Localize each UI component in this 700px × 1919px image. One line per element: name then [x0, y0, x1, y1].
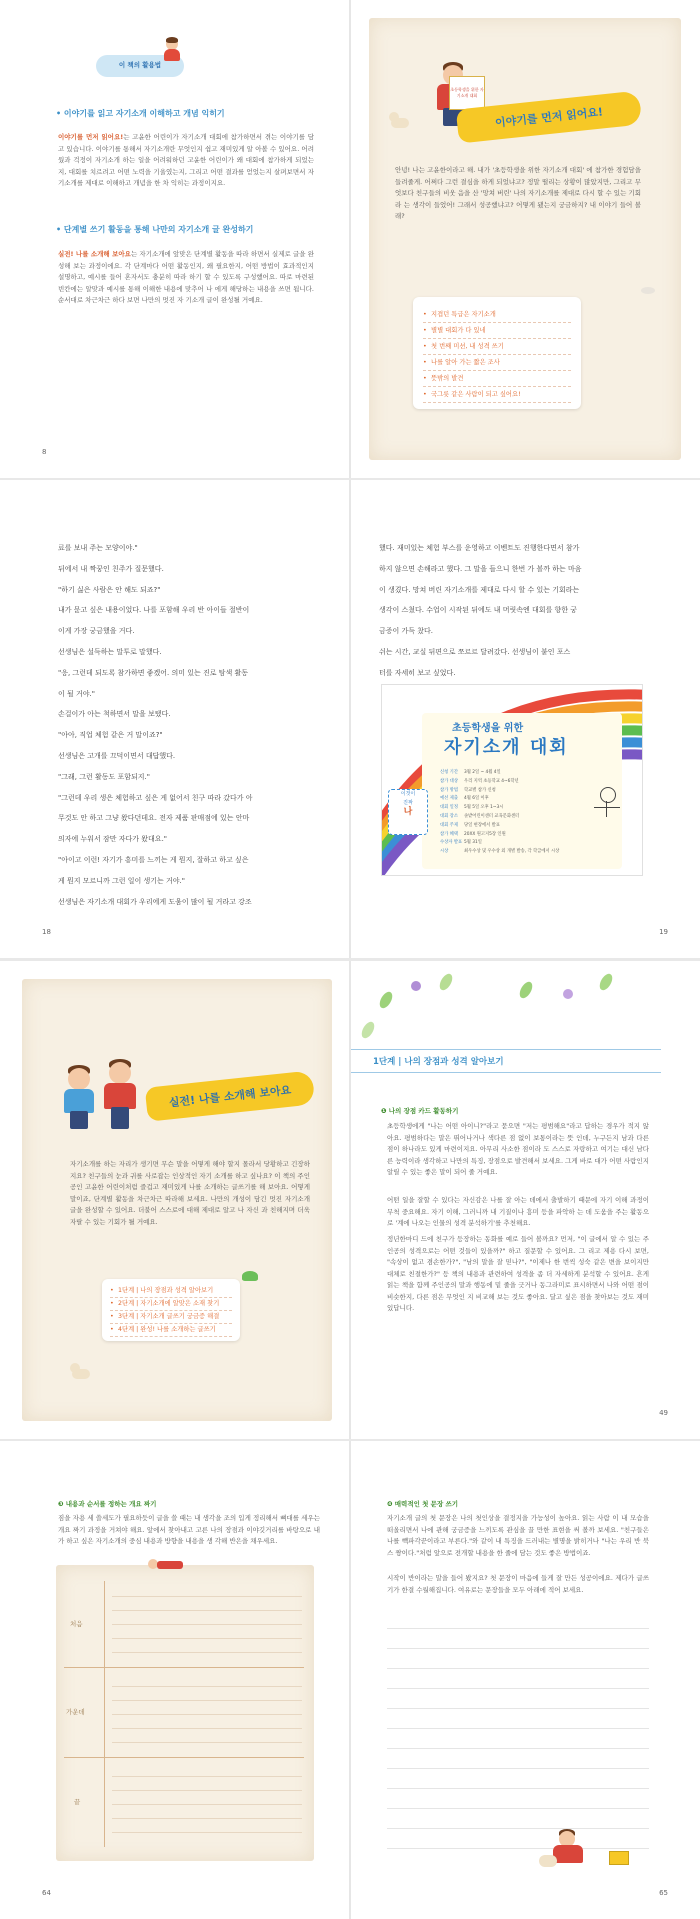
poster-row-label: 대회 장소 [440, 813, 458, 819]
spread-4 [0, 1441, 700, 1919]
poster-row-label: 예선 제출 [440, 796, 458, 802]
story-line: 생각이 스쳤다. 수업이 시작된 뒤에도 내 머릿속엔 대회를 향한 궁 [379, 606, 578, 615]
poster-row [440, 839, 590, 848]
page-number: 49 [659, 1409, 668, 1417]
page-48 [0, 961, 349, 1439]
outline-row-line [64, 1757, 304, 1758]
story-banner: 이야기를 먼저 읽어요! [456, 90, 643, 143]
poster-row [440, 778, 590, 787]
first-sentence-subheading: ❹ 매력적인 첫 문장 쓰기 [387, 1500, 459, 1508]
page-65 [351, 1441, 700, 1919]
contest-sign-text: 초등학생을 위한 자기소개 대회 [450, 87, 484, 98]
leaf-decoration [377, 990, 395, 1011]
outline-row-label: 끝 [74, 1798, 81, 1806]
story-text-left [58, 538, 320, 912]
first-sentence-body-2: 시작이 반이라는 말을 들어 봤지요? 첫 문장이 마음에 들게 잘 만든 성공이에요. 제다가 글쓰기가 한결 수월해집니다. 여유로는 문장들을 모두 아래에 적어 보세요. [387, 1574, 649, 1594]
section1-text: 는 고윤한 어린이가 자기소개 대회에 참가하면서 겪는 이야기를 담고 있습니다. 이야기를 통해서 자기소개란 무엇인지 쉽고 재미있게 알 아볼 수 있어요. 어려웠과 걱정이 자기소개 하는 일을 어려워하던 고윤한 어린이가 왜 대회에 참가하게 되었는지, 대회를 치르려고 어떤 노력을 기울였는지, 그리고 어떤 결과를 얻었는지 살펴보면서 자기소개를 제대로 이해하고 개념을 한 차 익히는 과정이지요. [58, 133, 314, 187]
story-line: 의자에 누워서 잠만 자다가 왔대요." [58, 835, 168, 844]
outline-writing-area-1[interactable] [112, 1583, 302, 1665]
step-list-card [102, 1279, 240, 1341]
page-number: 19 [659, 928, 668, 936]
chapter-item: • 첫 번째 미션, 내 성격 쓰기 [423, 339, 571, 355]
chapter-list-card [413, 297, 581, 409]
poster-row-label: 대회 주제 [440, 822, 458, 828]
poster-row [440, 831, 590, 840]
outline-row-label: 처음 [70, 1620, 83, 1628]
story-line: 이게 가장 궁금했을 거다. [58, 627, 135, 636]
poster-row [440, 787, 590, 796]
story-line: 손걸이가 아는 척하면서 말을 보탰다. [58, 710, 171, 719]
poster-row [440, 848, 590, 857]
poster-row-value: 3월 2일 ~ 4월 4일 [464, 770, 501, 775]
writing-kid-illustration [539, 1829, 599, 1869]
boy-in-blue-illustration [60, 1065, 98, 1129]
poster-row-value: 최우수상 및 우수상 외 개별 발송, 각 학급에서 시상 [464, 849, 560, 855]
flower-decoration [563, 989, 573, 999]
puppy-illustration [389, 112, 411, 130]
badge-label: 이 책의 활용법 [118, 61, 162, 69]
boy-in-red-illustration [100, 1059, 140, 1129]
section1-heading: • 이야기를 읽고 자기소개 이해하고 개념 익히기 [56, 109, 225, 118]
child-drawing-illustration [588, 781, 628, 831]
poster-title-main: 자기소개 대회 [444, 737, 569, 758]
story-line: 쉬는 시간, 교실 뒤편으로 쪼르르 달려갔다. 선생님이 붙인 포스 [379, 647, 571, 656]
outline-writing-area-2[interactable] [112, 1673, 302, 1755]
poster-row-label: 신청 기간 [440, 770, 458, 775]
spread-2 [0, 480, 700, 958]
story-line: "그래, 그런 활동도 포함되지." [58, 772, 150, 781]
outline-body: 짐을 자용 세 쓸세도가 필요하듯이 글을 쓸 때는 내 생각을 조의 입게 정리해서 뼈대를 세우는 개요 짜기 과정을 거쳐야 해요. 앞에서 찾아내고 고른 나의 장점과 이야깃거리를 바탕으로 내가 하고 싶은 자기소개의 중심 내용과 방향을 내용을 생 각해 반은을 채우세요. [58, 1514, 320, 1545]
leaf-decoration [597, 972, 615, 993]
writing-lines[interactable] [387, 1609, 649, 1849]
chapter-list [413, 297, 581, 413]
poster-row-value: 20XX 원고지5장 인원 [464, 831, 506, 837]
outline-writing-area-3[interactable] [112, 1763, 302, 1845]
poster-badge-line: 진짜 [403, 800, 413, 806]
poster-row-label: 참가 혜택 [440, 831, 458, 837]
story-line: 내가 묻고 싶은 내용이었다. 나를 포함해 우리 반 아이들 절반이 [58, 606, 250, 615]
contest-poster [381, 684, 643, 876]
poster-badge-line: 나 [403, 807, 413, 817]
first-sentence-body-1: 자기소개 글의 첫 문장은 나의 첫인상을 결정지을 가능성이 높아요. 읽는 사람 이 내 모습을 떠올리면서 나에 관해 궁금증을 느끼도록 관심을 끌 만한 표현을 써 볼까 보세요. "친구들은 나를 빽파각꾼이라고 부른다."와 같이 내 특징을 드러내는 별명을 밝히거나 "나는 우리 반 북스 짱이다."처럼 앞으로 전개할 내용을 한 줄에 담는 것도 좋은 방법이죠. [387, 1514, 649, 1557]
poster-row-value: 솔밭어린이센터 교육문화센터 [464, 813, 520, 819]
page-18 [0, 480, 349, 958]
story-line: 터를 자세히 보고 싶었다. [379, 668, 456, 677]
puppy-illustration [70, 1363, 92, 1381]
chapter-item: • 국그릇 같은 사람이 되고 싶어요! [423, 387, 571, 403]
poster-row [440, 813, 590, 822]
step-body-2: 어떤 일을 잘할 수 있다는 자신감은 나를 잘 아는 데에서 출발하기 때문에 자기 이해 과정이 무척 중요해요. 자기 이해, 그러니까 내 기질이나 흥미 등을 파악하 는 데 도움을 주는 활동으로 '계에 나오는 인물의 성격 분석하기'를 추천해요. [387, 1196, 649, 1227]
flower-decoration [411, 981, 421, 991]
poster-row [440, 795, 590, 804]
leaf-decoration [517, 980, 535, 1001]
step-title: 1단계 | 나의 장점과 성격 알아보기 [373, 1057, 504, 1067]
outline-row-label: 가운데 [66, 1708, 85, 1716]
page-19 [351, 480, 700, 958]
story-line: 선생님은 고개를 끄덕이면서 대답했다. [58, 751, 176, 760]
step-subheading: ❶ 나의 장점 카드 활동하기 [381, 1107, 459, 1115]
poster-row-value: 학교별 참가 신청 [464, 787, 496, 793]
poster-row-value: 4월 6일 이후 [464, 796, 489, 802]
story-line: 하지 않으면 손해라고 했다. 그 말을 들으니 한번 가 볼까 하는 마음 [379, 564, 582, 573]
step-list [102, 1279, 240, 1343]
section2-text: 는 자기소개에 앞맞은 단계별 활동을 따라 하면서 실제로 글을 완성해 보는 과정이에요. 각 단계마다 어떤 활동인지, 왜 필요한지, 어떤 방법이 효과적인지 설명하고, 예시를 들어 혼자서도 충분히 따라 하기 할 수 있도록 구성했어요. 따로 마련된 빈칸에는 알맞과 예시를 통해 이해한 내용에 맞추어 나 에게 해당하는 내용을 쓰면 됩니다. 순서대로 차근차근 하다 보면 나만의 멋진 자 기소개 글이 완성될 거예요. [58, 250, 314, 304]
reading-kid-illustration [160, 38, 186, 64]
poster-row-label: 시상 [440, 849, 449, 855]
page-9 [351, 0, 700, 478]
section2-heading: • 단계별 쓰기 활동을 통해 나만의 자기소개 글 완성하기 [56, 225, 254, 234]
lying-kid-illustration [148, 1555, 192, 1571]
step-item: • 1단계 | 나의 장점과 성격 알아보기 [110, 1285, 232, 1298]
step-item: • 4단계 | 완성! 나를 소개하는 글쓰기 [110, 1324, 232, 1337]
page-49 [351, 961, 700, 1439]
section2-lead: 실전! 나를 소개해 보아요 [58, 250, 131, 258]
page-8 [0, 0, 349, 478]
story-text-right [379, 538, 641, 684]
poster-row-value: 5월 31일 [464, 840, 482, 846]
outline-subheading: ❸ 내용과 순서를 정하는 개요 짜기 [58, 1500, 157, 1508]
spread-3 [0, 961, 700, 1439]
poster-row-label: 대회 일정 [440, 805, 458, 811]
bird-illustration [641, 285, 657, 295]
outline-divider [104, 1581, 105, 1847]
story-line: 게 뭔지 모르니까 그런 일이 생기는 거야." [58, 876, 185, 885]
poster-row [440, 804, 590, 813]
leaf-decoration [437, 972, 455, 993]
page-number: 65 [659, 1889, 668, 1897]
story-line: 했다. 재미있는 체험 부스를 운영하고 이벤트도 진행한다면서 참가 [379, 544, 580, 552]
contest-sign [449, 76, 485, 110]
poster-row [440, 769, 590, 778]
story-line: "그런데 우리 생은 체험하고 싶은 게 없어서 친구 따라 갔다가 아 [58, 793, 253, 802]
poster-details [440, 769, 590, 857]
story-line: 선생님은 자기소개 대회가 우리에게 도움이 많이 될 거라고 강조 [58, 897, 252, 906]
leaf-decoration [359, 1020, 377, 1041]
practice-banner: 실전! 나를 소개해 보아요 [145, 1070, 316, 1121]
chapter-item: • 지겹던 특급은 자기소개 [423, 307, 571, 323]
page-number: 8 [42, 448, 47, 456]
step-body-1: 초등학생에게 "나는 어떤 아이니?"라고 묻으면 "저는 평범해요"라고 답하는 경우가 적지 않아요. 평범하다는 말은 뛰어나거나 색다른 점 없이 보통이라는 뜻 인데, 누구든지 남과 다른 점이 하나라도 있게 마련이지요. 아무리 사소한 점이라 도 스스로 자랑하고 여기는 대신 남다른 능력이라 생각하고 나만의 특징, 장점으로 발견해서 보세요. 그게 바로 대가 어떤 사람인지 알릴 수 있는 좋은 말이 되어 줄 거예요. [387, 1122, 649, 1176]
poster-row-label: 참가 방법 [440, 787, 458, 793]
story-line: "하기 싫은 사람은 안 해도 되죠?" [58, 585, 161, 594]
story-line: "응, 그런데 되도록 참가하면 좋겠어. 의미 있는 진로 탐색 활동 [58, 668, 248, 677]
story-intro: 안녕! 나는 고윤한이라고 해. 내가 '초등학생을 위한 자기소개 대회' 에 참가한 경험담을 들려줄게. 어쩌다 그런 결심을 하게 되었냐고? 정말 떨리는 상황이 많았지만, 그리고 무엇보다 친구들의 비웃 음을 산 '망쳐 버린' 나의 자기소개를 제대로 다시 할 수 있는 기회라 는 생각이 들었어! 그래서 성공했냐고? 어떻게 됐는지 궁금하지? 내 이야기 들어 볼래? [395, 166, 641, 220]
turtle-illustration [240, 1269, 260, 1283]
poster-row-value: 5월 5일 오후 1~3시 [464, 805, 504, 811]
chapter-item: • 뜻밖의 발견 [423, 371, 571, 387]
page-number: 18 [42, 928, 51, 936]
section1-body [58, 132, 314, 190]
section2-body [58, 249, 314, 307]
story-line: 뒤에서 내 짝꿍인 친주가 질문했다. [58, 564, 164, 573]
poster-badge [388, 789, 428, 835]
story-line: "아이고 이런! 자기가 흥미를 느끼는 게 뭔지, 잘하고 하고 싶은 [58, 855, 249, 864]
page-number: 64 [42, 1889, 51, 1897]
story-line: 금증이 가득 찼다. [379, 627, 434, 636]
poster-row [440, 822, 590, 831]
story-line: 이 될 거야." [58, 689, 95, 698]
section1-lead: 이야기를 먼저 읽어요! [58, 133, 124, 141]
poster-badge-line: 이것이 [400, 791, 416, 797]
outline-row-line [64, 1667, 304, 1668]
step-item: • 2단계 | 자기소개에 알맞은 소재 찾기 [110, 1298, 232, 1311]
story-line: 무것도 안 하고 그냥 왔다던데요. 전자 제품 판매점에 있는 안마 [58, 814, 250, 823]
poster-title-top: 초등학생을 위한 [452, 723, 524, 734]
chapter-item: • 나를 알아 가는 짧은 조사 [423, 355, 571, 371]
story-line: 선생님은 설득하는 말투로 말했다. [58, 647, 162, 656]
step-item: • 3단계 | 자기소개 글쓰기 궁금증 해결 [110, 1311, 232, 1324]
book-illustration [609, 1851, 629, 1865]
practice-intro: 자기소개를 하는 자리가 생기면 무슨 말을 어떻게 해야 할지 몰라서 당황하고 긴장하지요? 친구들의 눈과 귀를 사로잡는 인상적인 자기 소개를 하고 싶나요? 이 책의 주인공인 고윤한 어린이처럼 즐겁고 재미있게 나를 소개하는 글쓰기를 해 보아요. 어떻게 말이죠, 단계별 활동을 차근차근 따라해 보세요. 나만의 개성이 담긴 멋진 자기소개 글을 완성할 수 있어요. 더불어 스스로에 대해 제대로 알고 나 자신 과 친해지며 더욱 자랄 수 있는 기회가 될 거예요. [70, 1160, 310, 1226]
poster-row-label: 수상자 발표 [440, 840, 463, 846]
spread-1 [0, 0, 700, 478]
story-line: 이 생겼다. 망쳐 버린 자기소개를 제대로 다시 할 수 있는 기회라는 [379, 585, 580, 594]
page-64 [0, 1441, 349, 1919]
poster-row-label: 참가 대상 [440, 778, 458, 784]
story-line: 료를 보내 주는 모양이야." [58, 544, 138, 552]
step-body-3: 정년한마디 드에 친구가 등장하는 동화를 예로 들어 볼까요? 먼저, "이 글에서 알 수 있는 주인공의 성격으로는 어떤 것들이 있을까?" 하고 질문할 수 있어요. 그 리고 제용 다시 보면, "속상이 없고 겸손한가?", "남의 말을 잘 믿나?", "이제나 한 번씩 성숙 같은 변을 보이지만 대체로 친절한가?" 등 책의 내용과 관련하여 성격을 좀 더 자세하게 분석할 수 있어요. 흔게 읽는 책을 함께 주인공의 말과 행동에 밑 줄을 긋거나 동그라미로 표시하면서 나와 어떤 점이 비슷한지, 다른 점은 무엇인 지 비교해 보는 것도 좋아요. 달고 싶은 점을 찾아보는 것도 재미있답니다. [387, 1235, 649, 1312]
poster-row-value: 당일 현장에서 발표 [464, 822, 500, 828]
poster-row-value: 우리 지역 초등학교 4~6학년 [464, 778, 519, 784]
story-line: "아아, 직업 체험 같은 거 말이죠?" [58, 731, 163, 740]
chapter-item: • 별별 대회가 다 있네 [423, 323, 571, 339]
